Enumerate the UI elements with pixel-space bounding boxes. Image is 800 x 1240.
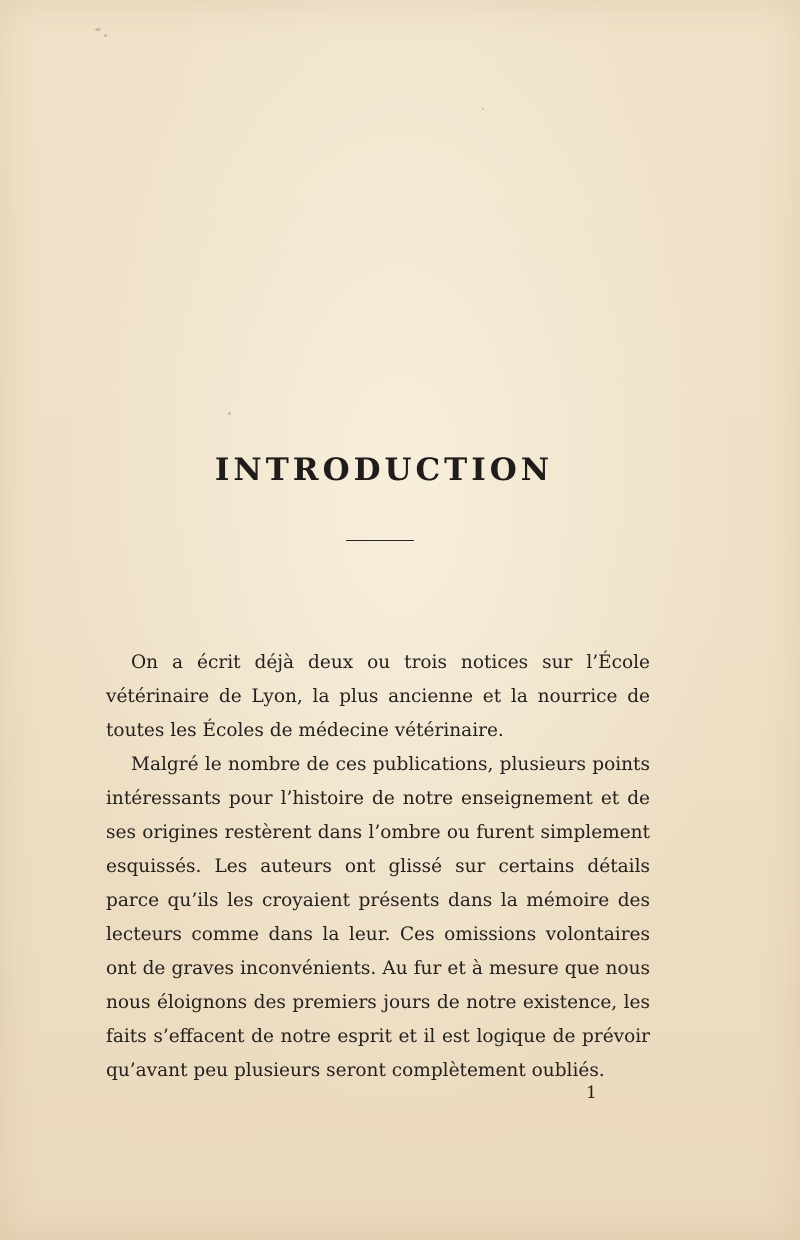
paragraph: Malgré le nombre de ces publications, plusieurs points intéressants pour l’histoire de notre enseignement et de ses origines restèrent dans l’ombre ou furent simplement esquissés. Les auteurs ont glissé sur certains détails parce qu’ils les croyaient présents dans la mémoire des lecteurs comme dans la leur. Ces omissions volontaires ont de graves inconvénients. Au fur et à mesure que nous nous éloignons des premiers jours de notre existence, les faits s’effacent de notre esprit et il est logique de prévoir qu’avant peu plusieurs seront complètement oubliés. <box>106 754 650 1081</box>
body-text <box>106 646 650 1088</box>
page-number: 1 <box>586 1083 597 1103</box>
paper-speck <box>104 34 107 37</box>
paper-speck <box>228 412 231 415</box>
paper-speck <box>482 108 484 110</box>
heading-rule <box>346 540 414 541</box>
paper-speck <box>95 28 101 31</box>
chapter-heading: INTRODUCTION <box>214 452 554 488</box>
paragraph: On a écrit déjà deux ou trois notices sur l’École vétérinaire de Lyon, la plus ancienne et la nourrice de toutes les Écoles de médecine vétérinaire. <box>106 652 650 741</box>
